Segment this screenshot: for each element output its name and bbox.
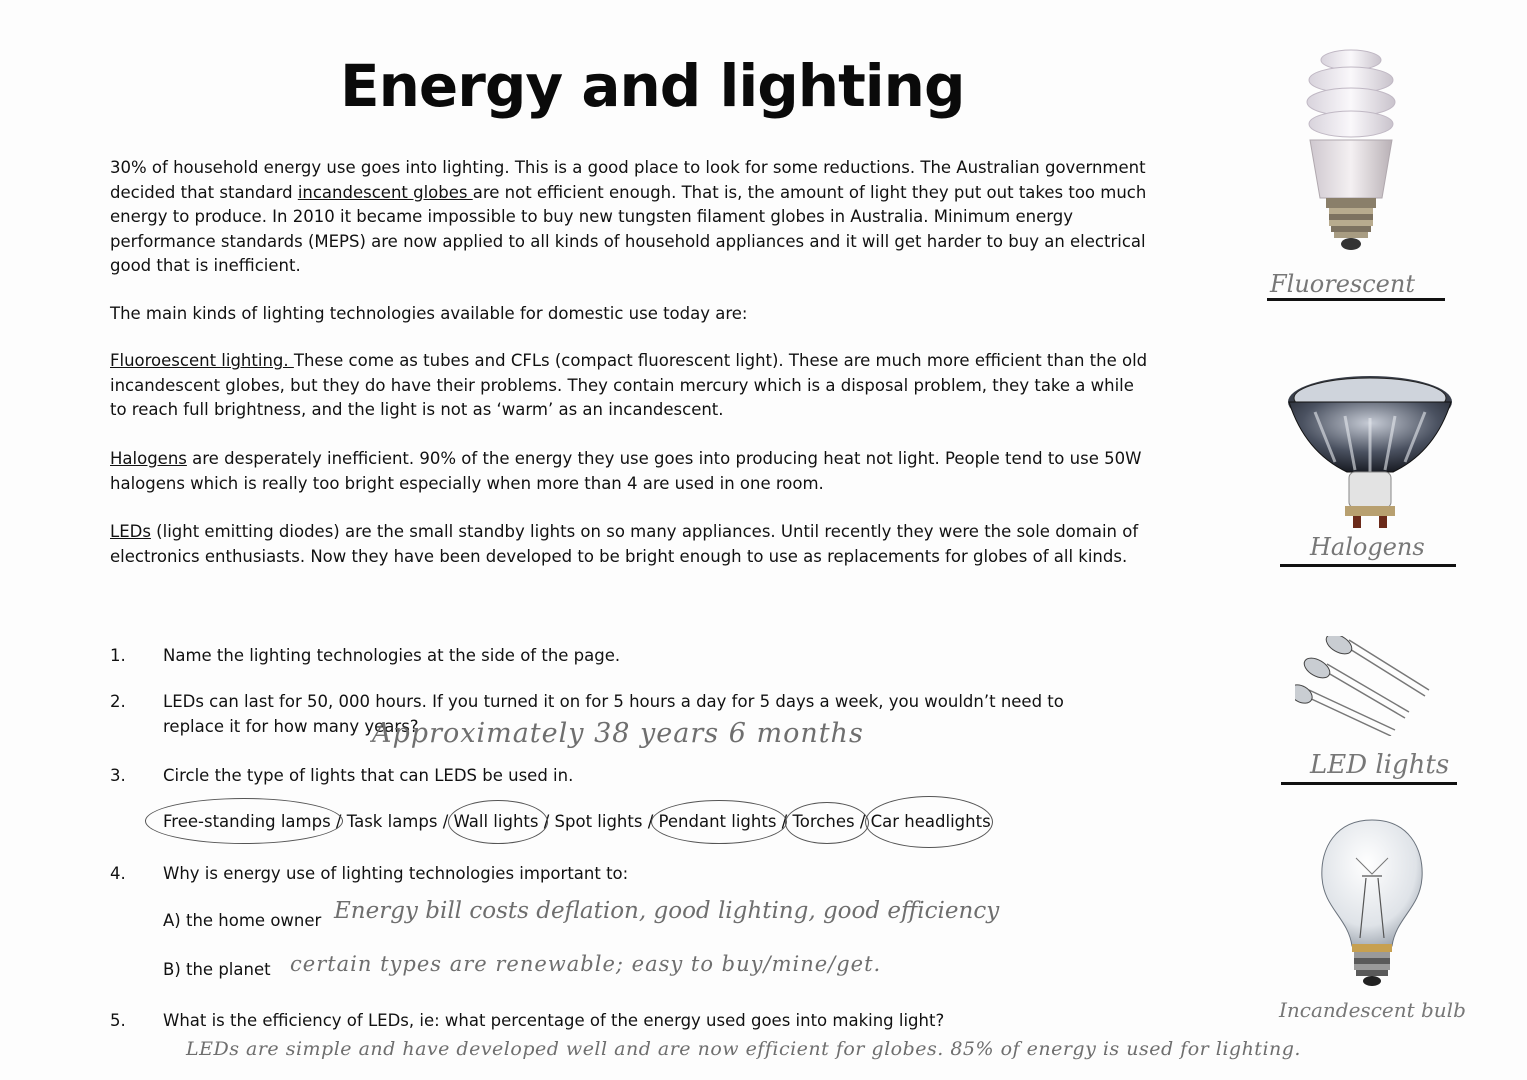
circle-mark xyxy=(785,802,869,844)
incandescent-globes-term: incandescent globes xyxy=(297,182,473,202)
fluorescent-answer-line xyxy=(1267,298,1445,301)
question-text: What is the efficiency of LEDs, ie: what percentage of the energy used goes into making light? xyxy=(163,1011,945,1030)
question-number: 5. xyxy=(110,1011,126,1030)
option-torches[interactable] xyxy=(793,812,855,831)
option-free-standing-lamps[interactable] xyxy=(163,812,331,831)
option-label: Task lamps xyxy=(346,812,438,831)
option-separator: / xyxy=(642,812,659,831)
led-paragraph xyxy=(110,520,1150,569)
halogen-term: Halogens xyxy=(110,449,187,468)
option-pendant-lights[interactable] xyxy=(659,812,777,831)
option-car-headlights[interactable] xyxy=(871,812,991,831)
halogen-bulb-icon xyxy=(1285,372,1455,530)
answer-q4a: Energy bill costs deflation, good lighting, good efficiency xyxy=(334,898,1000,924)
option-separator: / xyxy=(538,812,555,831)
option-wall-lights[interactable] xyxy=(454,812,539,831)
question-number: 4. xyxy=(110,864,126,883)
intro-text-start: 30% of household energy use goes into lighting. This is a good place to look for some reductions. The Australian government decided that standard xyxy=(110,158,1146,202)
halogen-text: are desperately inefficient. 90% of the energy they use goes into producing heat not light. People tend to use 50W halogens which is really too bright especially when more than 4 are used in one room. xyxy=(110,449,1142,493)
circle-mark xyxy=(448,800,548,844)
option-separator: / xyxy=(776,812,793,831)
option-label: Spot lights xyxy=(554,812,643,831)
circle-mark xyxy=(145,798,343,844)
fluorescent-term: Fluoroescent lighting. xyxy=(110,351,294,370)
question-number: 1. xyxy=(110,646,126,665)
option-spot-lights[interactable] xyxy=(555,812,643,831)
question-number: 2. xyxy=(110,692,126,711)
question-text: LEDs can last for 50, 000 hours. If you turned it on for 5 hours a day for 5 days a week, you wouldn’t need to replace it for how many years? xyxy=(163,692,1064,736)
led-lights-icon xyxy=(1295,636,1435,736)
incandescent-label: Incandescent bulb xyxy=(1279,998,1466,1022)
fluorescent-text: These come as tubes and CFLs (compact fluorescent light). These are much more efficient than the old incandescent globes, but they do have their problems. They contain mercury which is a disposal problem, they take a while to reach full brightness, and the light is not as ‘warm’ as an incandescent. xyxy=(110,351,1148,419)
fluorescent-bulb-icon xyxy=(1296,48,1406,258)
led-label: LED lights xyxy=(1310,750,1450,780)
question-number: 3. xyxy=(110,766,126,785)
option-separator: / xyxy=(854,812,871,831)
option-separator: / xyxy=(437,812,454,831)
halogen-label: Halogens xyxy=(1310,533,1425,561)
option-label: Free-standing lamps xyxy=(163,812,331,831)
halogen-answer-line xyxy=(1280,564,1456,567)
option-label: Wall lights xyxy=(453,812,539,831)
sub-question-b: B) the planet xyxy=(163,960,271,979)
kinds-intro: The main kinds of lighting technologies available for domestic use today are: xyxy=(110,304,748,323)
question-text: Name the lighting technologies at the side of the page. xyxy=(163,646,621,665)
halogen-paragraph xyxy=(110,447,1150,496)
led-term: LEDs xyxy=(110,522,151,541)
incandescent-bulb-icon xyxy=(1318,818,1426,988)
fluorescent-paragraph xyxy=(110,349,1150,423)
option-label: Car headlights xyxy=(870,812,991,831)
answer-q5: LEDs are simple and have developed well and are now efficient for globes. 85% of energy is used for lighting. xyxy=(186,1038,1301,1060)
led-text: (light emitting diodes) are the small standby lights on so many appliances. Until recently they were the sole domain of electronics enthusiasts. Now they have been developed to be bright enough to use as replacements for globes of all kinds. xyxy=(110,522,1139,566)
page-title: Energy and lighting xyxy=(340,52,965,120)
circle-mark xyxy=(865,796,993,848)
option-label: Torches xyxy=(792,812,855,831)
option-task-lamps[interactable] xyxy=(347,812,438,831)
circle-mark xyxy=(651,800,787,844)
answer-q2: Approximately 38 years 6 months xyxy=(372,718,864,749)
question-text: Why is energy use of lighting technologies important to: xyxy=(163,864,629,883)
intro-paragraph xyxy=(110,156,1150,279)
light-options xyxy=(163,812,991,831)
led-answer-line xyxy=(1281,782,1457,785)
option-label: Pendant lights xyxy=(658,812,777,831)
question-text: Circle the type of lights that can LEDS be used in. xyxy=(163,766,574,785)
intro-text-end: are not efficient enough. That is, the amount of light they put out takes too much energy to produce. In 2010 it became impossible to buy new tungsten filament globes in Australia. Minimum energy performance standards (MEPS) are now applied to all kinds of household appliances and it will get harder to buy an electrical good that is inefficient. xyxy=(110,182,1147,275)
answer-q4b: certain types are renewable; easy to buy/mine/get. xyxy=(290,952,882,976)
sub-question-a: A) the home owner xyxy=(163,911,322,930)
fluorescent-label: Fluorescent xyxy=(1270,270,1415,298)
option-separator: / xyxy=(330,812,347,831)
